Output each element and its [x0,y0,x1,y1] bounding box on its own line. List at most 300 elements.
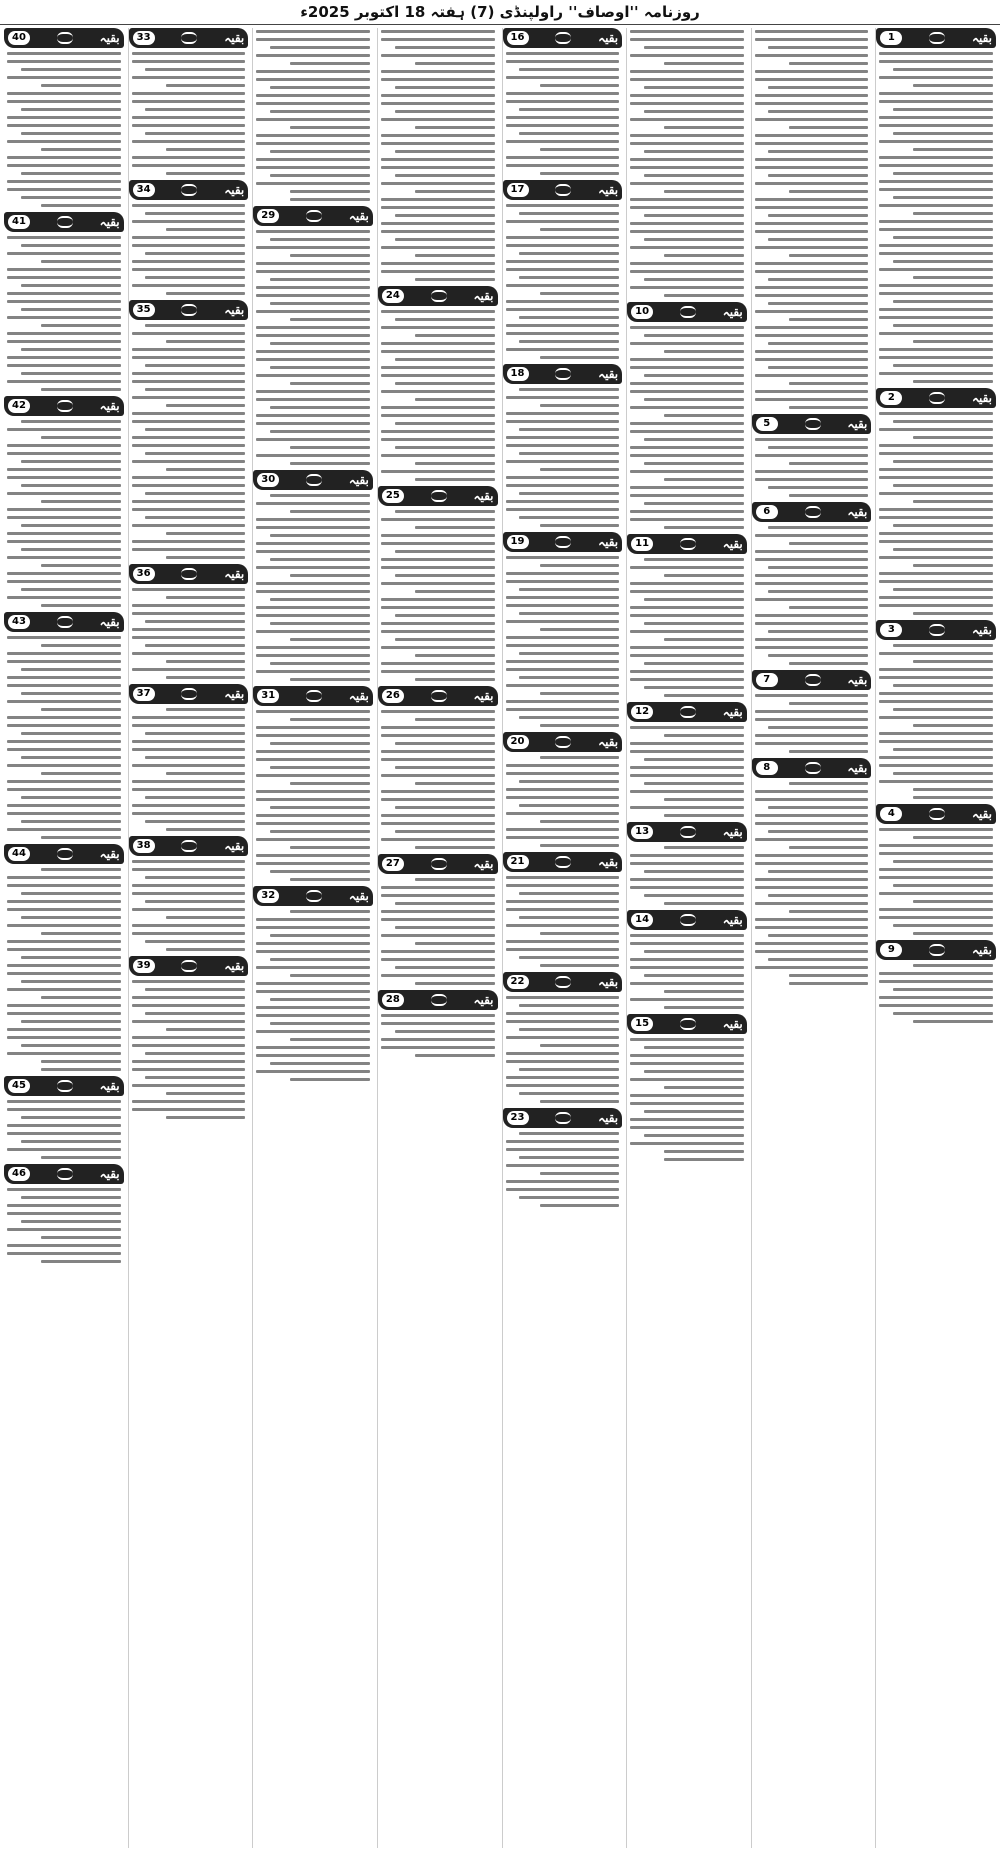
text-line [630,454,744,457]
text-line [41,708,121,711]
text-line [789,606,869,609]
text-line [7,764,121,767]
continuation-tag [253,686,373,706]
column-col-1 [875,28,996,1848]
text-line [132,236,246,239]
text-line [381,350,495,353]
text-line [630,54,744,57]
text-lines [253,28,373,203]
text-line [395,510,495,513]
arrow-icon [431,994,447,1006]
text-line [506,220,620,223]
text-line [41,388,121,391]
text-line [630,750,744,753]
text-line [630,998,744,1001]
text-line [7,748,121,751]
text-line [630,206,744,209]
text-line [519,252,619,255]
text-line [41,1068,121,1071]
continuation-tag [752,758,872,778]
text-lines [627,932,747,1011]
text-line [132,92,246,95]
text-line [630,342,744,345]
text-line [755,886,869,889]
text-line [21,484,121,487]
text-line [270,598,370,601]
text-line [664,846,744,849]
text-line [145,108,245,111]
text-line [506,140,620,143]
text-line [270,870,370,873]
continuation-number: 28 [382,993,404,1007]
text-line [755,390,869,393]
text-line [145,876,245,879]
text-line [506,1180,620,1183]
text-line [630,854,744,857]
text-line [145,324,245,327]
text-line [290,126,370,129]
text-line [256,1046,370,1049]
text-line [540,468,620,471]
text-line [519,492,619,495]
text-line [7,1252,121,1255]
text-line [630,30,744,33]
text-line [7,788,121,791]
article-box [4,28,124,209]
continuation-number: 24 [382,289,404,303]
text-lines [4,866,124,1073]
column-col-3 [626,28,747,1848]
text-line [256,438,370,441]
continuation-label: بقیہ [224,959,245,973]
text-line [506,788,620,791]
text-line [7,964,121,967]
text-line [879,540,993,543]
text-line [415,190,495,193]
text-line [166,596,246,599]
text-line [132,52,246,55]
text-line [506,308,620,311]
column-col-6 [252,28,373,1848]
text-line [21,916,121,919]
text-line [7,508,121,511]
text-line [913,612,993,615]
text-line [664,1006,744,1009]
text-line [630,286,744,289]
text-line [132,724,246,727]
text-line [630,158,744,161]
text-line [755,926,869,929]
text-lines [752,692,872,755]
continuation-tag [378,286,498,306]
text-line [256,1006,370,1009]
text-line [395,422,495,425]
text-line [7,716,121,719]
text-line [519,1068,619,1071]
text-line [879,692,993,695]
text-line [270,110,370,113]
arrow-icon [555,368,571,380]
columns-container [4,28,996,1848]
text-line [7,268,121,271]
text-line [7,332,121,335]
text-line [132,140,246,143]
text-line [7,532,121,535]
continuation-label: بقیہ [224,839,245,853]
text-line [630,518,744,521]
text-line [381,630,495,633]
article-box [129,564,249,681]
article-box [129,300,249,561]
text-line [381,54,495,57]
text-line [506,1148,620,1151]
article-box [627,822,747,907]
text-line [644,502,744,505]
continuation-label: بقیہ [224,687,245,701]
text-line [506,60,620,63]
text-line [132,60,246,63]
article-box [627,702,747,819]
text-line [755,142,869,145]
text-line [879,116,993,119]
continuation-label: بقیہ [473,489,494,503]
text-line [132,1020,246,1023]
continuation-tag [253,470,373,490]
text-line [630,118,744,121]
text-line [630,1054,744,1057]
text-lines [4,50,124,209]
text-line [506,396,620,399]
text-line [755,350,869,353]
text-line [519,68,619,71]
text-line [506,324,620,327]
text-line [256,630,370,633]
arrow-icon [181,840,197,852]
text-line [381,470,495,473]
continuation-number: 35 [133,303,155,317]
text-line [755,798,869,801]
text-lines [752,780,872,987]
text-line [7,140,121,143]
text-line [664,902,744,905]
text-line [7,1108,121,1111]
text-line [21,460,121,463]
continuation-tag [4,612,124,632]
text-line [381,206,495,209]
text-line [381,622,495,625]
text-line [256,134,370,137]
continuation-tag [627,822,747,842]
text-line [755,854,869,857]
text-line [7,828,121,831]
text-line [630,614,744,617]
text-line [879,60,993,63]
text-line [879,220,993,223]
text-line [381,774,495,777]
arrow-icon [431,858,447,870]
text-line [879,668,993,671]
text-line [381,230,495,233]
text-line [41,260,121,263]
text-line [290,318,370,321]
text-line [381,158,495,161]
text-line [755,30,869,33]
text-line [41,836,121,839]
text-line [506,908,620,911]
text-line [132,1044,246,1047]
text-line [879,700,993,703]
text-line [7,340,121,343]
text-line [415,462,495,465]
text-line [755,166,869,169]
text-line [506,1020,620,1023]
text-lines [129,858,249,953]
text-line [7,724,121,727]
text-line [519,956,619,959]
text-line [415,878,495,881]
text-line [506,708,620,711]
continuation-number: 31 [257,689,279,703]
continuation-tag [378,854,498,874]
text-line [630,222,744,225]
text-line [506,1188,620,1191]
text-line [166,84,246,87]
text-line [506,580,620,583]
text-line [415,678,495,681]
arrow-icon [680,914,696,926]
text-line [256,590,370,593]
text-line [768,46,868,49]
continuation-number: 15 [631,1017,653,1031]
article-box [876,388,996,617]
text-line [506,828,620,831]
text-line [893,588,993,591]
text-line [381,166,495,169]
text-line [879,332,993,335]
text-line [132,780,246,783]
text-line [789,982,869,985]
article-box [503,364,623,529]
text-line [519,804,619,807]
text-line [132,396,246,399]
text-line [290,462,370,465]
text-line [506,156,620,159]
text-line [7,940,121,943]
text-line [913,836,993,839]
continuation-label: بقیہ [847,417,868,431]
text-line [7,116,121,119]
text-line [270,150,370,153]
continuation-number: 36 [133,567,155,581]
text-line [630,486,744,489]
arrow-icon [929,392,945,404]
text-line [893,300,993,303]
arrow-icon [306,474,322,486]
text-line [879,444,993,447]
text-line [879,228,993,231]
text-line [381,838,495,841]
text-lines [503,50,623,177]
text-line [540,228,620,231]
text-line [630,166,744,169]
arrow-icon [181,688,197,700]
continuation-tag [129,564,249,584]
text-line [132,612,246,615]
text-line [415,718,495,721]
text-line [395,638,495,641]
text-line [21,372,121,375]
text-line [290,62,370,65]
arrow-icon [805,762,821,774]
arrow-icon [57,616,73,628]
column-col-7 [128,28,249,1848]
text-line [7,1204,121,1207]
text-line [415,982,495,985]
text-line [290,190,370,193]
text-line [145,492,245,495]
text-line [381,406,495,409]
text-line [506,476,620,479]
article-box [378,854,498,987]
text-line [381,182,495,185]
text-line [395,742,495,745]
text-line [755,270,869,273]
text-line [7,1004,121,1007]
text-line [415,398,495,401]
text-line [256,262,370,265]
text-line [519,1004,619,1007]
text-line [664,526,744,529]
text-line [506,684,620,687]
text-line [256,646,370,649]
text-line [519,1196,619,1199]
text-line [132,740,246,743]
text-line [7,580,121,583]
text-line [893,988,993,991]
column-col-5 [377,28,498,1848]
continuation-tag [4,28,124,48]
text-line [7,596,121,599]
text-line [879,204,993,207]
continuation-tag [129,684,249,704]
text-line [256,982,370,985]
text-line [506,900,620,903]
text-line [256,582,370,585]
text-line [630,654,744,657]
text-line [256,542,370,545]
text-line [879,756,993,759]
text-line [256,326,370,329]
text-line [755,950,869,953]
text-line [630,262,744,265]
continuation-label: بقیہ [598,183,619,197]
text-line [755,158,869,161]
text-line [381,534,495,537]
text-line [270,806,370,809]
arrow-icon [181,568,197,580]
text-line [630,670,744,673]
text-line [506,556,620,559]
text-line [256,102,370,105]
text-line [132,124,246,127]
text-line [381,438,495,441]
text-line [381,566,495,569]
text-line [755,862,869,865]
text-line [41,772,121,775]
text-line [913,500,993,503]
text-line [145,940,245,943]
text-line [755,294,869,297]
article-box [627,302,747,531]
text-line [166,532,246,535]
text-line [879,428,993,431]
text-line [913,724,993,727]
article-box [503,852,623,969]
text-line [145,276,245,279]
text-line [630,38,744,41]
text-line [256,38,370,41]
text-line [256,862,370,865]
text-line [256,270,370,273]
text-line [913,900,993,903]
continuation-tag [4,212,124,232]
text-line [381,790,495,793]
text-line [7,316,121,319]
text-line [7,188,121,191]
text-line [7,1212,121,1215]
text-line [519,1028,619,1031]
text-line [768,894,868,897]
text-line [21,796,121,799]
text-line [768,86,868,89]
header-text: روزنامہ ''اوصاف'' راولپنڈی (7) ہفتہ 18 اکتوبر 2025ء [300,3,700,21]
text-line [879,876,993,879]
text-line [7,236,121,239]
text-line [145,644,245,647]
text-line [41,1236,121,1239]
text-lines [129,202,249,297]
continuation-label: بقیہ [99,615,120,629]
text-line [132,156,246,159]
continuation-number: 39 [133,959,155,973]
text-line [395,1030,495,1033]
text-line [395,382,495,385]
text-line [879,652,993,655]
arrow-icon [57,1080,73,1092]
text-line [132,860,246,863]
article-box [503,732,623,849]
continuation-number: 12 [631,705,653,719]
text-line [768,238,868,241]
continuation-tag [4,844,124,864]
continuation-number: 2 [880,391,902,405]
text-line [132,412,246,415]
text-line [132,244,246,247]
text-line [879,996,993,999]
text-line [270,534,370,537]
continuation-number: 33 [133,31,155,45]
text-line [256,374,370,377]
text-line [166,660,246,663]
text-line [395,902,495,905]
arrow-icon [57,400,73,412]
text-line [630,582,744,585]
text-line [644,334,744,337]
text-line [519,452,619,455]
text-line [644,870,744,873]
text-line [41,1156,121,1159]
continuation-tag [253,206,373,226]
